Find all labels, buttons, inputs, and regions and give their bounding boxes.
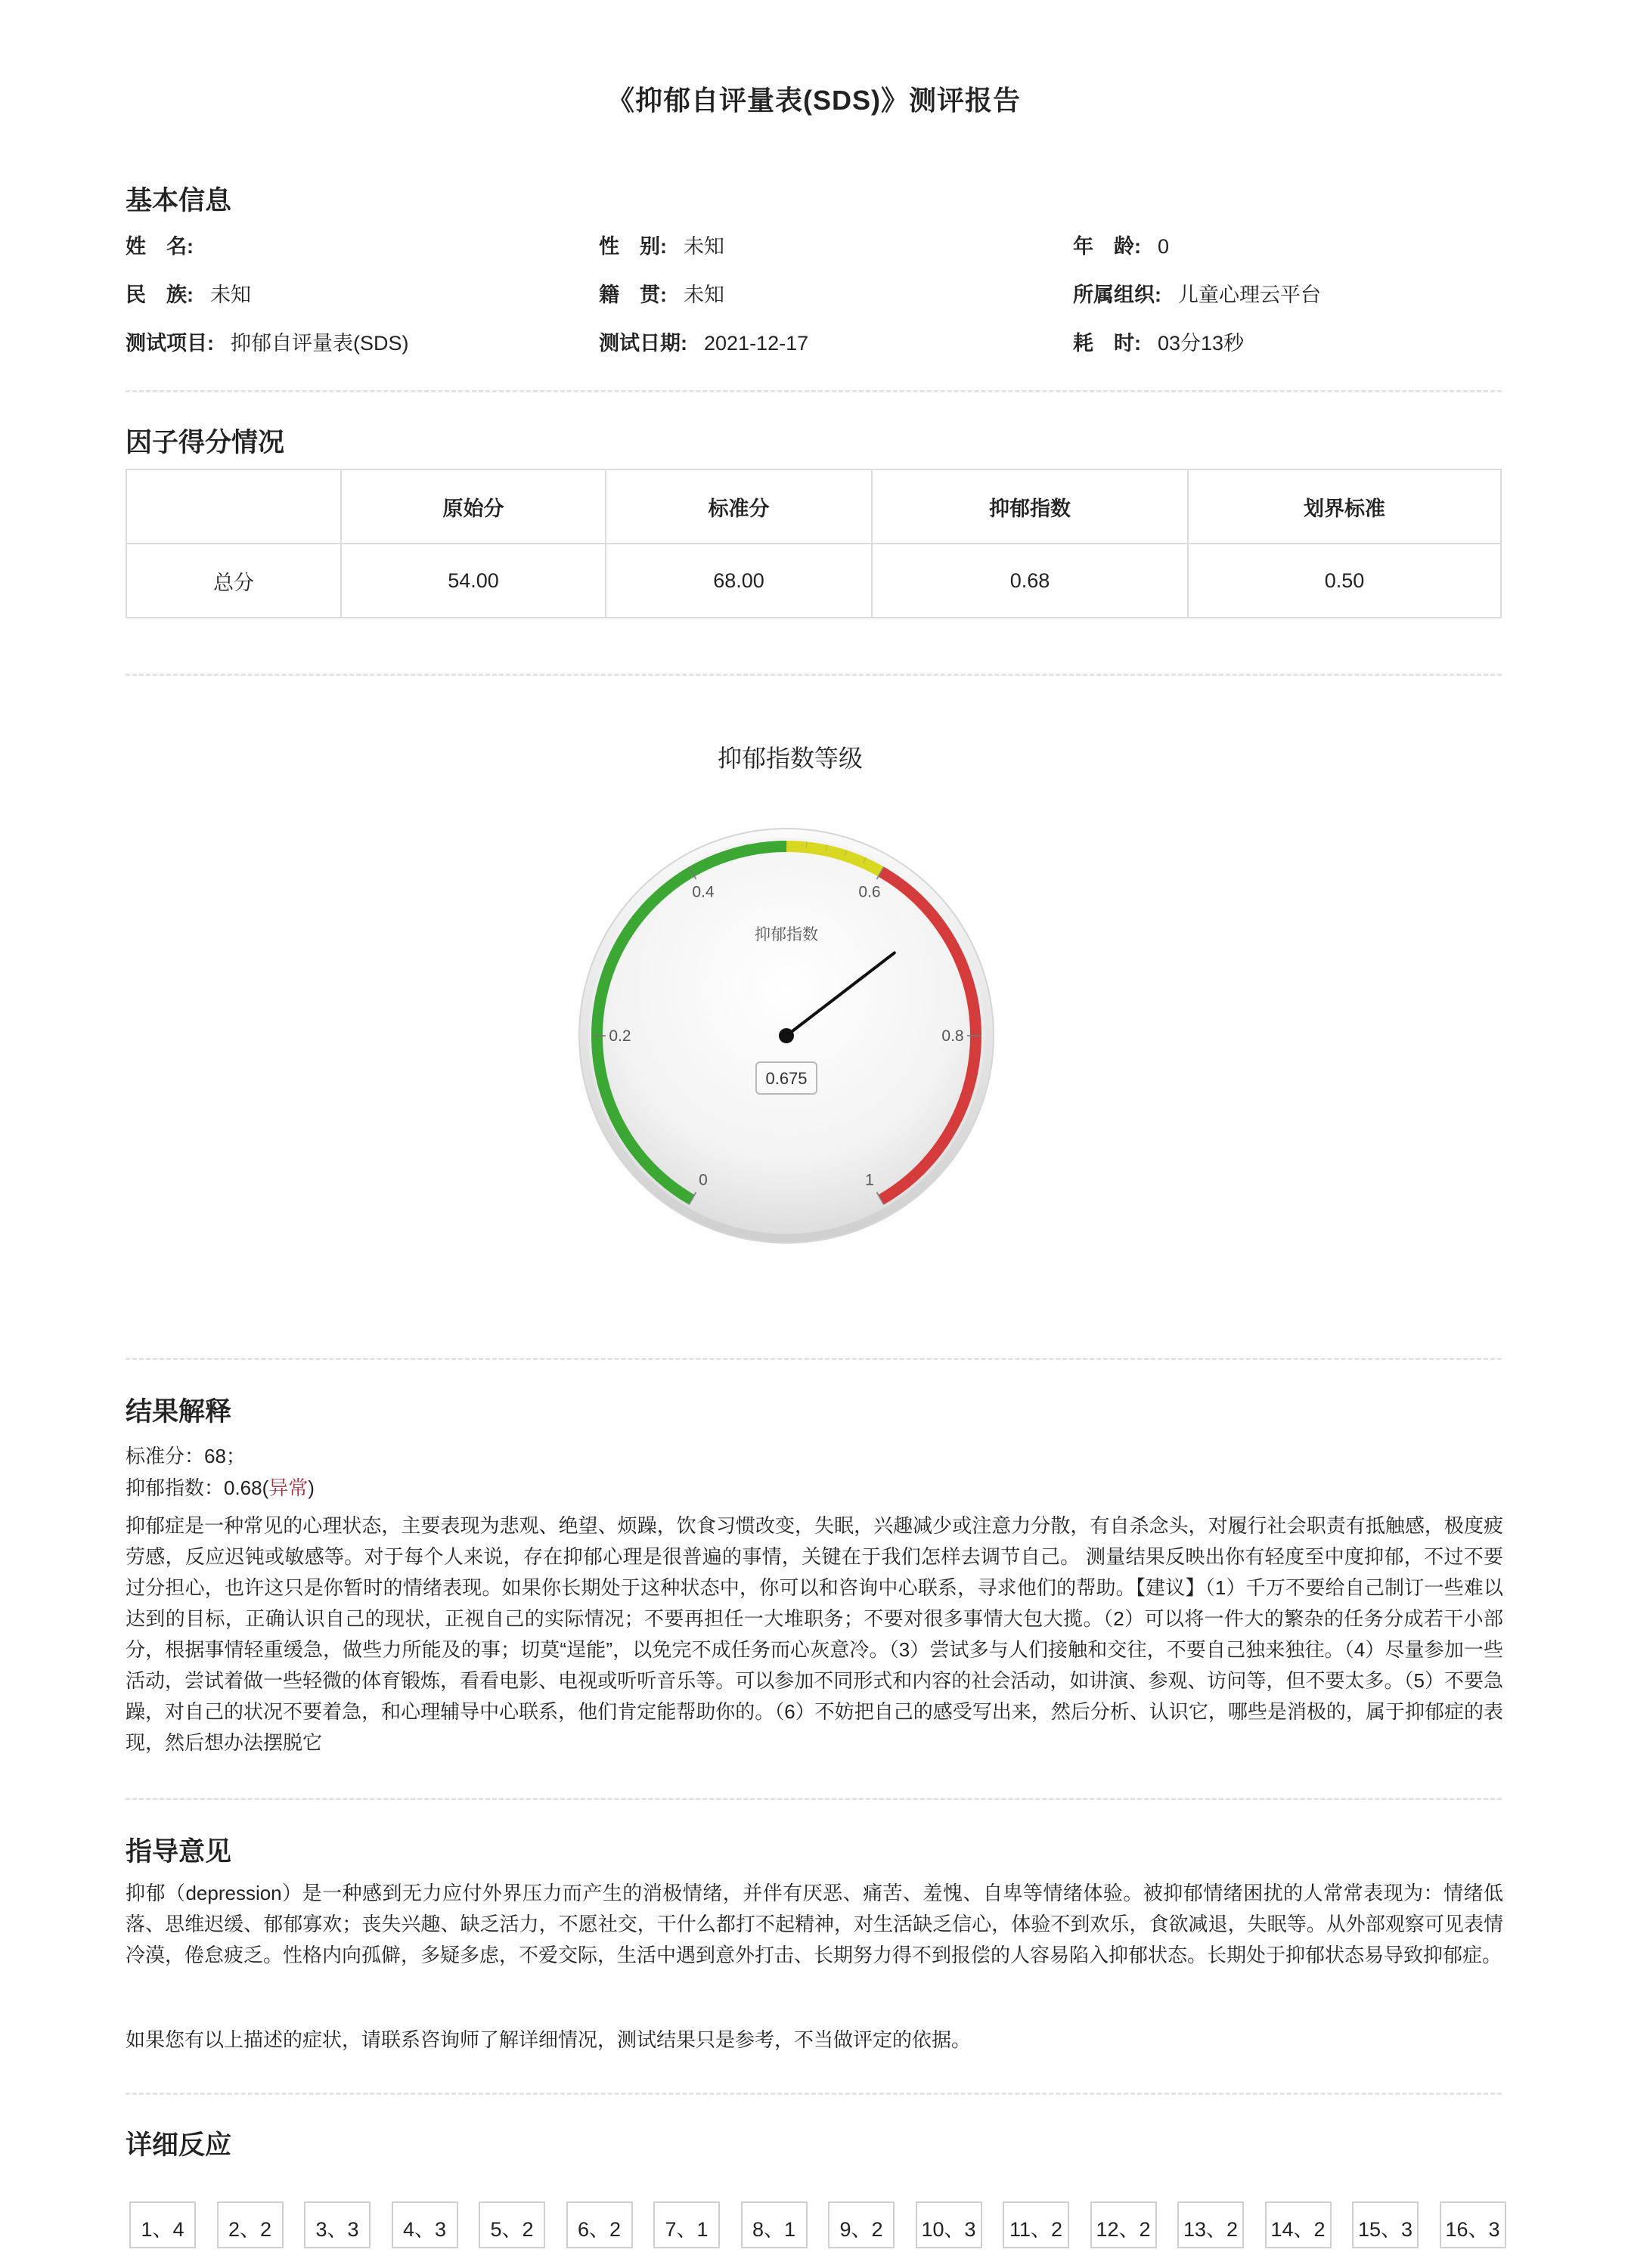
organization-field	[1073, 278, 1321, 308]
native-place-label: 籍 贯:	[599, 284, 667, 306]
gauge-tick-label: 0.4	[692, 883, 715, 901]
response-item: 16、3	[1440, 2201, 1506, 2248]
divider	[126, 390, 1502, 392]
test-date-field	[599, 327, 808, 356]
response-item: 14、2	[1265, 2201, 1332, 2248]
gauge-tick-label: 0.6	[858, 883, 881, 901]
report-title: 《抑郁自评量表(SDS)》测评报告	[607, 85, 1021, 116]
response-item: 13、2	[1177, 2201, 1244, 2248]
factor-score-table	[126, 469, 1502, 618]
response-item: 5、2	[479, 2201, 545, 2248]
guidance-heading: 指导意见	[126, 1837, 232, 1867]
gauge-tick-label: 1	[865, 1171, 874, 1189]
gender-field	[599, 230, 724, 259]
response-item: 3、3	[304, 2201, 371, 2248]
ethnicity-label: 民 族:	[126, 284, 194, 306]
response-item: 2、2	[217, 2201, 284, 2248]
gauge-tick-label: 0.2	[609, 1027, 631, 1045]
response-item: 7、1	[653, 2201, 720, 2248]
table-header-cutoff: 划界标准	[1188, 469, 1501, 544]
divider	[126, 674, 1502, 676]
divider	[126, 1798, 1502, 1800]
gender-label: 性 别:	[599, 235, 667, 258]
result-heading: 结果解释	[126, 1397, 232, 1427]
depression-index-suffix: )	[308, 1476, 315, 1499]
gauge-tick-label: 0	[699, 1171, 708, 1189]
table-row	[126, 544, 1501, 618]
standard-score-line: 标准分：68；	[126, 1445, 246, 1467]
guidance-text: 抑郁（depression）是一种感到无力应付外界压力而产生的消极情绪，并伴有厌恶、痛苦、羞愧、自卑等情绪体验。被抑郁情绪困扰的人常常表现为：情绪低落、思维迟缓、郁郁寡欢；丧失兴趣、缺乏活力，不愿社交，干什么都打不起精神，对生活缺乏信心，体验不到欢乐，食欲减退，失眠等。从外部观察可见表情冷漠，倦怠疲乏。性格内向孤僻，多疑多虑，不爱交际，生活中遇到意外打击、长期努力得不到报偿的人容易陷入抑郁状态。长期处于抑郁状态易导致抑郁症。	[126, 1882, 1503, 1966]
native-place-value: 未知	[684, 284, 724, 306]
ethnicity-field	[126, 278, 251, 308]
info-row-1	[126, 230, 1502, 260]
duration-label: 耗 时:	[1073, 332, 1141, 355]
project-field	[126, 327, 409, 356]
table-header-blank	[126, 469, 341, 544]
test-date-label: 测试日期:	[599, 332, 687, 355]
duration-field	[1073, 327, 1244, 356]
table-cell-total-label: 总分	[126, 544, 341, 618]
response-item: 6、2	[566, 2201, 633, 2248]
table-cell-cutoff: 0.50	[1188, 544, 1501, 618]
guidance-note: 如果您有以上描述的症状，请联系咨询师了解详细情况，测试结果只是参考，不当做评定的依据。	[126, 2028, 972, 2051]
table-header-standard-score: 标准分	[606, 469, 872, 544]
divider	[126, 2093, 1502, 2095]
info-row-2	[126, 278, 1502, 308]
gauge-pivot	[779, 1028, 794, 1043]
response-item: 15、3	[1352, 2201, 1419, 2248]
name-label: 姓 名:	[126, 235, 194, 258]
gauge-inner-label: 抑郁指数	[755, 926, 818, 943]
divider	[126, 1358, 1502, 1360]
name-field	[126, 230, 210, 259]
table-cell-standard-score: 68.00	[606, 544, 872, 618]
table-header-depression-index: 抑郁指数	[872, 469, 1188, 544]
response-item: 10、3	[916, 2201, 982, 2248]
gauge-title: 抑郁指数等级	[717, 745, 863, 772]
native-place-field	[599, 278, 724, 308]
response-item: 11、2	[1003, 2201, 1069, 2248]
response-item: 12、2	[1090, 2201, 1157, 2248]
table-cell-raw-score: 54.00	[341, 544, 606, 618]
organization-value: 儿童心理云平台	[1178, 284, 1321, 306]
basic-info-heading: 基本信息	[126, 186, 232, 215]
table-cell-depression-index: 0.68	[872, 544, 1188, 618]
info-row-3	[126, 327, 1502, 357]
age-label: 年 龄:	[1073, 235, 1141, 258]
age-value: 0	[1158, 235, 1170, 258]
project-value: 抑郁自评量表(SDS)	[231, 332, 409, 355]
duration-value: 03分13秒	[1158, 332, 1245, 355]
factor-heading: 因子得分情况	[126, 428, 285, 457]
organization-label: 所属组织:	[1073, 284, 1161, 306]
project-label: 测试项目:	[126, 332, 214, 355]
age-field	[1073, 230, 1169, 259]
response-item: 9、2	[828, 2201, 895, 2248]
depression-index-gauge	[575, 824, 998, 1247]
table-header-row	[126, 469, 1501, 544]
response-item: 8、1	[741, 2201, 808, 2248]
depression-index-line	[126, 1473, 315, 1501]
result-explanation: 抑郁症是一种常见的心理状态，主要表现为悲观、绝望、烦躁，饮食习惯改变，失眠，兴趣减少或注意力分散，有自杀念头，对履行社会职责有抵触感，极度疲劳感，反应迟钝或敏感等。对于每个人来说，存在抑郁心理是很普遍的事情，关键在于我们怎样去调节自己。 测量结果反映出你有轻度至中度抑郁，不过不要过分担心，也许这只是你暂时的情绪表现。如果你长期处于这种状态中，你可以和咨询中心联系，寻求他们的帮助。【建议】（1）千万不要给自己制订一些难以达到的目标，正确认识自己的现状，正视自己的实际情况；不要再担任一大堆职务；不要对很多事情大包大揽。（2）可以将一件大的繁杂的任务分成若干小部分，根据事情轻重缓急，做些力所能及的事；切莫“逞能”，以免完不成任务而心灰意冷。（3）尝试多与人们接触和交往，不要自己独来独往。（4）尽量参加一些活动，尝试着做一些轻微的体育锻炼，看看电影、电视或听听音乐等。可以参加不同形式和内容的社会活动，如讲演、参观、访问等，但不要太多。（5）不要急躁，对自己的状况不要着急，和心理辅导中心联系，他们肯定能帮助你的。（6）不妨把自己的感受写出来，然后分析、认识它，哪些是消极的，属于抑郁症的表现，然后想办法摆脱它	[126, 1514, 1503, 1754]
ethnicity-value: 未知	[210, 284, 251, 306]
table-header-raw-score: 原始分	[341, 469, 606, 544]
gauge-tick-label: 0.8	[941, 1027, 964, 1045]
abnormal-flag: 异常	[268, 1476, 309, 1499]
response-item: 1、4	[129, 2201, 196, 2248]
gauge-value-label: 0.675	[765, 1069, 808, 1088]
details-heading: 详细反应	[126, 2130, 232, 2160]
depression-index-prefix: 抑郁指数：0.68(	[126, 1476, 269, 1499]
test-date-value: 2021-12-17	[704, 332, 809, 355]
gender-value: 未知	[684, 235, 724, 258]
response-item: 4、3	[392, 2201, 458, 2248]
